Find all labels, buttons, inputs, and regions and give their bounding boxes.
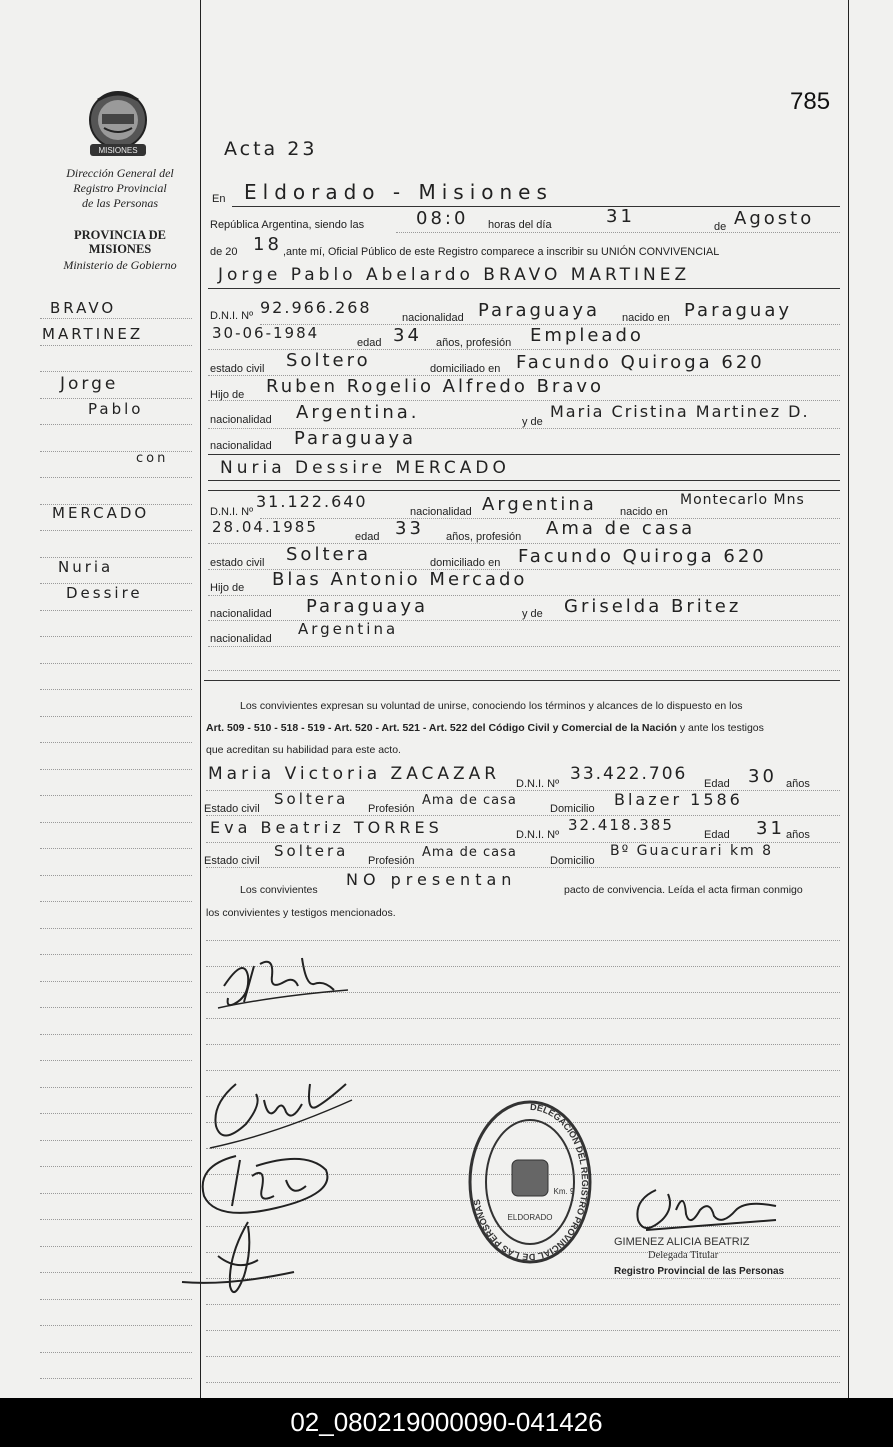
sidebar-ruled-line: [40, 345, 192, 346]
sidebar-ruled-line: [40, 981, 192, 982]
w1-row2-line: [206, 815, 840, 816]
sidebar-note-name1: Jorge: [60, 374, 119, 394]
de-label: de: [714, 221, 727, 233]
p1-prof-label: años, profesión: [436, 337, 512, 349]
province-line-2: MISIONES: [88, 242, 152, 256]
sidebar-ruled-line: [40, 954, 192, 955]
w2-civil: Soltera: [274, 842, 349, 860]
ministry-name: Ministerio de Gobierno: [63, 258, 177, 272]
sidebar-note-con: con: [136, 451, 169, 466]
sidebar-ruled-line: [40, 636, 192, 637]
person1-name-line: [208, 288, 840, 289]
en-label: En: [212, 193, 226, 205]
sidebar-ruled-line: [40, 716, 192, 717]
p2-birthdate: 28.04.1985: [212, 518, 318, 536]
p2-born-label: nacido en: [620, 506, 668, 518]
main-ruled-line: [206, 1278, 840, 1279]
p2-dom-value: Facundo Quiroga 620: [518, 546, 767, 567]
republica-label: República Argentina, siendo las: [210, 219, 365, 231]
sidebar-ruled-line: [40, 742, 192, 743]
signature-3: [196, 1146, 356, 1226]
p1-dni-label: D.N.I. Nº: [210, 310, 254, 322]
p2-yde-label: y de: [522, 608, 543, 620]
page-number: 785: [790, 88, 831, 115]
province-name: [40, 228, 200, 256]
p2-civil-value: Soltera: [286, 544, 372, 565]
w1-prof-label: Profesión: [368, 803, 415, 815]
p1-dom-label: domiciliado en: [430, 363, 501, 375]
p1-born-label: nacido en: [622, 312, 670, 324]
sidebar-note-surname1: BRAVO: [50, 299, 117, 317]
sidebar-ruled-line: [40, 1113, 192, 1114]
p2-mnat-label: nacionalidad: [210, 633, 272, 645]
p2-dni-label: D.N.I. Nº: [210, 506, 254, 518]
stamp-city: ELDORADO: [507, 1213, 553, 1222]
sidebar-ruled-line: [40, 795, 192, 796]
w1-dom-label: Domicilio: [550, 803, 595, 815]
person1-name: Jorge Pablo Abelardo BRAVO MARTINEZ: [218, 265, 691, 285]
sidebar-ruled-line: [40, 901, 192, 902]
sidebar-ruled-line: [40, 928, 192, 929]
w1-edad-label: Edad: [704, 778, 730, 790]
p1-fnat-value: Argentina.: [296, 402, 420, 423]
officer-office: Registro Provincial de las Personas: [614, 1266, 785, 1277]
sidebar-note-name4: Dessire: [66, 584, 143, 602]
p1-nat-value: Paraguaya: [478, 300, 601, 321]
sidebar-note-surname3: MERCADO: [52, 504, 150, 522]
sidebar-note-name3: Nuria: [58, 558, 114, 576]
sidebar-ruled-line: [40, 1166, 192, 1167]
sidebar-ruled-line: [40, 371, 192, 372]
month-value: Agosto: [734, 208, 815, 229]
officer-name: GIMENEZ ALICIA BEATRIZ: [614, 1236, 750, 1248]
w1-prof: Ama de casa: [422, 793, 517, 808]
right-margin-line: [848, 0, 849, 1398]
p2-hijo-label: Hijo de: [210, 582, 245, 594]
legal-line-2: [206, 722, 764, 734]
sidebar-ruled-line: [40, 1140, 192, 1141]
p1-yde-label: y de: [522, 416, 543, 428]
svg-text:MISIONES: MISIONES: [98, 146, 138, 155]
sidebar-ruled-line: [40, 769, 192, 770]
institution-line-3: de las Personas: [82, 196, 158, 210]
header-line-2: [396, 232, 840, 233]
p2-nat-value: Argentina: [482, 494, 597, 515]
w1-dom: Blazer 1586: [614, 790, 743, 809]
sidebar-ruled-line: [40, 822, 192, 823]
w2-anos-label: años: [786, 829, 810, 841]
w2-edad-label: Edad: [704, 829, 730, 841]
stamp-km: Km. 9: [553, 1187, 575, 1196]
signature-2: [206, 1064, 356, 1154]
p2-mother: Griselda Britez: [564, 596, 742, 617]
p2-born-value: Montecarlo Mns: [680, 492, 805, 508]
main-ruled-line: [206, 940, 840, 941]
w2-dni-label: D.N.I. Nº: [516, 829, 560, 841]
main-ruled-line: [206, 1330, 840, 1331]
p2-dni-value: 31.122.640: [256, 492, 368, 511]
province-line-1: PROVINCIA DE: [73, 228, 167, 242]
sidebar-ruled-line: [40, 689, 192, 690]
p2-prof-label: años, profesión: [446, 531, 522, 543]
p1-civil-label: estado civil: [210, 363, 265, 375]
sidebar-ruled-line: [40, 1060, 192, 1061]
closing-pre: Los convivientes: [240, 884, 318, 896]
p1-prof-value: Empleado: [530, 325, 644, 346]
w1-civil-label: Estado civil: [204, 803, 260, 815]
p1-birthdate: 30-06-1984: [212, 324, 320, 342]
day-value: 31: [606, 206, 635, 227]
main-ruled-line: [206, 1304, 840, 1305]
year-prefix: de 20: [210, 246, 238, 258]
sidebar-ruled-line: [40, 1299, 192, 1300]
p1-edad-label: edad: [357, 337, 382, 349]
sidebar-ruled-line: [40, 477, 192, 478]
sidebar-ruled-line: [40, 875, 192, 876]
p1-fnat-label: nacionalidad: [210, 414, 272, 426]
p2-age-value: 33: [395, 518, 424, 539]
w2-civil-label: Estado civil: [204, 855, 260, 867]
legal-articles: Art. 509 - 510 - 518 - 519 - Art. 520 - Art. 521 - Art. 522 del Código Civil y Comercial de la Nación: [206, 722, 677, 734]
sidebar-ruled-line: [40, 1007, 192, 1008]
p2-row4-line: [208, 595, 840, 596]
w2-prof-label: Profesión: [368, 855, 415, 867]
sidebar-ruled-line: [40, 610, 192, 611]
sidebar-ruled-line: [40, 398, 192, 399]
main-ruled-line: [206, 1018, 840, 1019]
w2-dom-label: Domicilio: [550, 855, 595, 867]
place-line: [232, 206, 840, 207]
p1-father: Ruben Rogelio Alfredo Bravo: [266, 376, 605, 397]
institution-line-2: Registro Provincial: [73, 181, 167, 195]
sidebar-ruled-line: [40, 530, 192, 531]
place-value: Eldorado - Misiones: [244, 180, 553, 204]
province-crest-icon: [84, 88, 152, 160]
closing-value: NO presentan: [346, 870, 517, 889]
p2-edad-label: edad: [355, 531, 380, 543]
p1-civil-value: Soltero: [286, 350, 371, 371]
person2-name-line: [208, 480, 840, 481]
document-code: 02_080219000090-041426: [0, 1398, 893, 1447]
main-ruled-line: [206, 1382, 840, 1383]
sidebar-ruled-line: [40, 1246, 192, 1247]
w2-age: 31: [756, 818, 785, 839]
closing-post: pacto de convivencia. Leída el acta firman conmigo: [564, 884, 803, 896]
signature-4: [178, 1216, 298, 1306]
w2-name: Eva Beatriz TORRES: [210, 818, 443, 837]
p1-mnat-value: Paraguaya: [294, 428, 417, 449]
main-ruled-line: [206, 1044, 840, 1045]
sidebar-ruled-line: [40, 1378, 192, 1379]
p2-civil-label: estado civil: [210, 557, 265, 569]
institution-line-1: Dirección General del: [66, 166, 174, 180]
p1-nat-label: nacionalidad: [402, 312, 464, 324]
closing-line-2: los convivientes y testigos mencionados.: [206, 907, 396, 919]
sidebar-ruled-line: [40, 1272, 192, 1273]
w1-age: 30: [748, 766, 777, 787]
p1-dom-value: Facundo Quiroga 620: [516, 352, 765, 373]
sidebar-ruled-line: [40, 318, 192, 319]
sidebar-ruled-line: [40, 1219, 192, 1220]
p2-father: Blas Antonio Mercado: [272, 569, 528, 590]
p2-prof-value: Ama de casa: [546, 518, 696, 539]
main-ruled-line: [206, 1356, 840, 1357]
registry-stamp: [466, 1098, 594, 1270]
p2-mnat-value: Argentina: [298, 620, 399, 638]
officer-role: Delegada Titular: [648, 1250, 719, 1261]
p1-row4-line: [208, 400, 840, 401]
sidebar-ruled-line: [40, 451, 192, 452]
sidebar-ruled-line: [40, 424, 192, 425]
p1-mnat-label: nacionalidad: [210, 440, 272, 452]
p2-nat-label: nacionalidad: [410, 506, 472, 518]
w1-name: Maria Victoria ZACAZAR: [208, 764, 501, 784]
separator-1: [208, 490, 840, 491]
p1-hijo-label: Hijo de: [210, 389, 245, 401]
w2-row2-line: [206, 867, 840, 868]
person2-name: Nuria Dessire MERCADO: [220, 458, 510, 478]
w1-civil: Soltera: [274, 790, 349, 808]
p2-row7-line: [208, 670, 840, 671]
legal-line-2-rest: y ante los testigos: [676, 722, 764, 734]
separator-2: [204, 680, 840, 681]
w2-dom: Bº Guacurari km 8: [610, 843, 774, 859]
p1-mother: Maria Cristina Martinez D.: [550, 402, 810, 421]
signature-1: [214, 946, 354, 1016]
year-value: 18: [253, 234, 282, 255]
p1-born-value: Paraguay: [684, 300, 793, 321]
legal-line-3: que acreditan su habilidad para este acto.: [206, 744, 401, 756]
p2-dom-label: domiciliado en: [430, 557, 501, 569]
sidebar-ruled-line: [40, 1087, 192, 1088]
intro-text: ,ante mí, Oficial Público de este Registro comparece a inscribir su UNIÓN CONVIVENCIAL: [283, 246, 720, 258]
sidebar-note-name2: Pablo: [88, 400, 144, 418]
w2-dni-value: 32.418.385: [568, 816, 674, 834]
horas-label: horas del día: [488, 219, 552, 231]
sidebar-ruled-line: [40, 1034, 192, 1035]
p1-row6-line: [208, 454, 840, 455]
w1-dni-label: D.N.I. Nº: [516, 778, 560, 790]
sidebar-ruled-line: [40, 1325, 192, 1326]
w1-anos-label: años: [786, 778, 810, 790]
stamp-ring-text: DELEGACION DEL REGISTRO PROVINCIAL DE LAS PERSONAS: [471, 1101, 590, 1263]
sidebar-note-surname2: MARTINEZ: [42, 325, 144, 343]
sidebar-ruled-line: [40, 848, 192, 849]
sidebar-ruled-line: [40, 663, 192, 664]
p2-fnat-value: Paraguaya: [306, 596, 429, 617]
p1-dni-value: 92.966.268: [260, 298, 372, 317]
w1-dni-value: 33.422.706: [570, 764, 688, 784]
institution-name: [40, 166, 200, 211]
officer-signature: [626, 1180, 786, 1240]
time-value: 08:0: [416, 208, 469, 229]
acta-number: Acta 23: [224, 138, 318, 160]
sidebar-ruled-line: [40, 1193, 192, 1194]
sidebar-ruled-line: [40, 1352, 192, 1353]
p1-age-value: 34: [393, 325, 422, 346]
p2-fnat-label: nacionalidad: [210, 608, 272, 620]
w2-prof: Ama de casa: [422, 845, 517, 860]
legal-line-1: Los convivientes expresan su voluntad de unirse, conociendo los términos y alcances de lo dispuesto en los: [240, 700, 743, 712]
p2-row6-line: [208, 646, 840, 647]
